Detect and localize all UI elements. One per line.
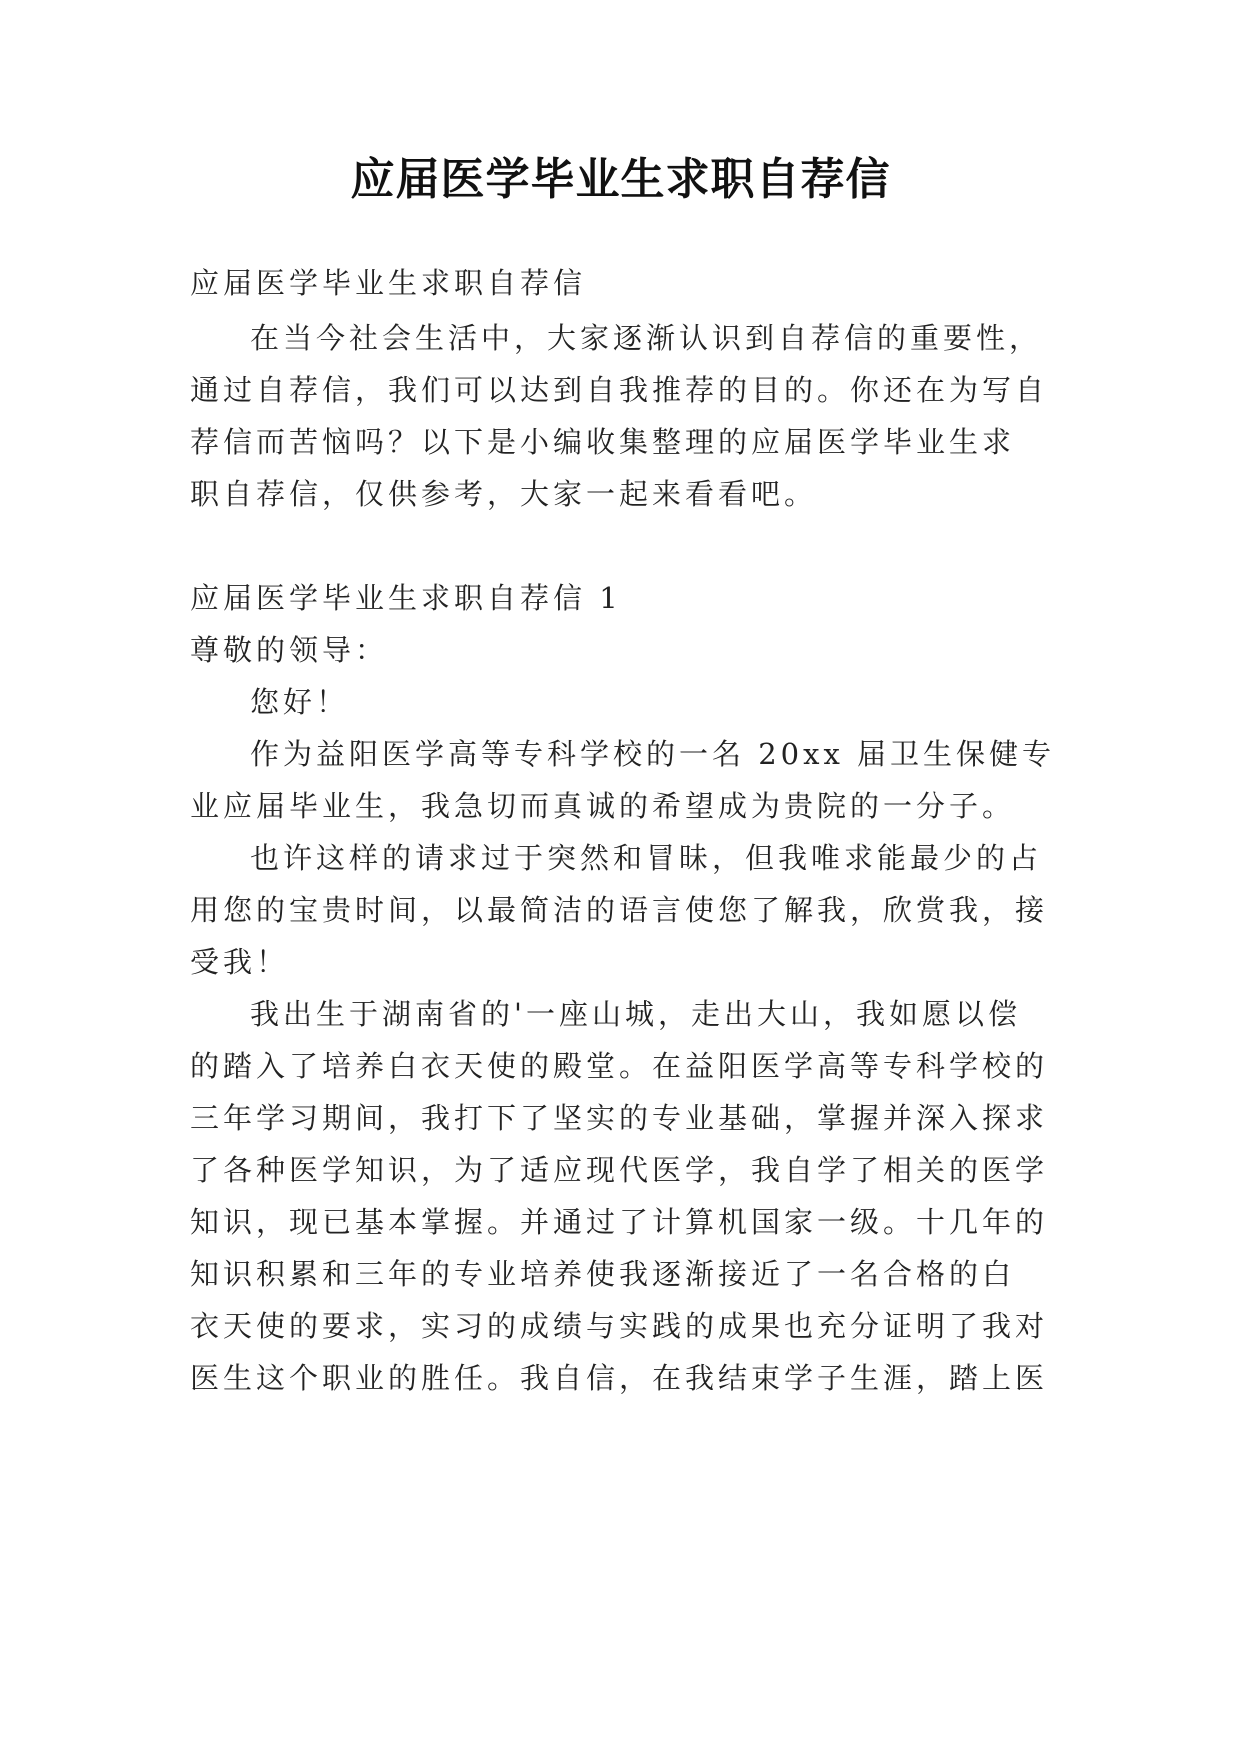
body-line: 了各种医学知识，为了适应现代医学，我自学了相关的医学 [190,1153,1049,1187]
section-heading: 应届医学毕业生求职自荐信 [190,266,587,300]
body-line: 知识，现已基本掌握。并通过了计算机国家一级。十几年的 [190,1205,1049,1239]
intro-line-1: 在当今社会生活中，大家逐渐认识到自荐信的重要性， [250,321,1043,355]
greeting: 您好！ [250,685,350,719]
body-line: 三年学习期间，我打下了坚实的专业基础，掌握并深入探求 [190,1101,1049,1135]
intro-line-4: 职自荐信，仅供参考，大家一起来看看吧。 [190,477,818,511]
body-line: 受我！ [190,945,290,979]
intro-line-3: 荐信而苦恼吗？以下是小编收集整理的应届医学毕业生求 [190,425,1016,459]
body-line: 我出生于湖南省的'一座山城，走出大山，我如愿以偿 [250,997,1021,1031]
body-line: 作为益阳医学高等专科学校的一名 20xx 届卫生保健专 [250,737,1056,771]
intro-line-2: 通过自荐信，我们可以达到自我推荐的目的。你还在为写自 [190,373,1049,407]
body-line: 医生这个职业的胜任。我自信，在我结束学子生涯，踏上医 [190,1361,1049,1395]
body-line: 也许这样的请求过于突然和冒昧，但我唯求能最少的占 [250,841,1043,875]
document-title: 应届医学毕业生求职自荐信 [350,154,891,205]
body-line: 用您的宝贵时间，以最简洁的语言使您了解我，欣赏我，接 [190,893,1049,927]
body-line: 业应届毕业生，我急切而真诚的希望成为贵院的一分子。 [190,789,1016,823]
body-line: 衣天使的要求，实习的成绩与实践的成果也充分证明了我对 [190,1309,1049,1343]
body-line: 的踏入了培养白衣天使的殿堂。在益阳医学高等专科学校的 [190,1049,1049,1083]
letter-heading: 应届医学毕业生求职自荐信 1 [190,581,622,615]
salutation: 尊敬的领导： [190,633,389,667]
body-line: 知识积累和三年的专业培养使我逐渐接近了一名合格的白 [190,1257,1016,1291]
